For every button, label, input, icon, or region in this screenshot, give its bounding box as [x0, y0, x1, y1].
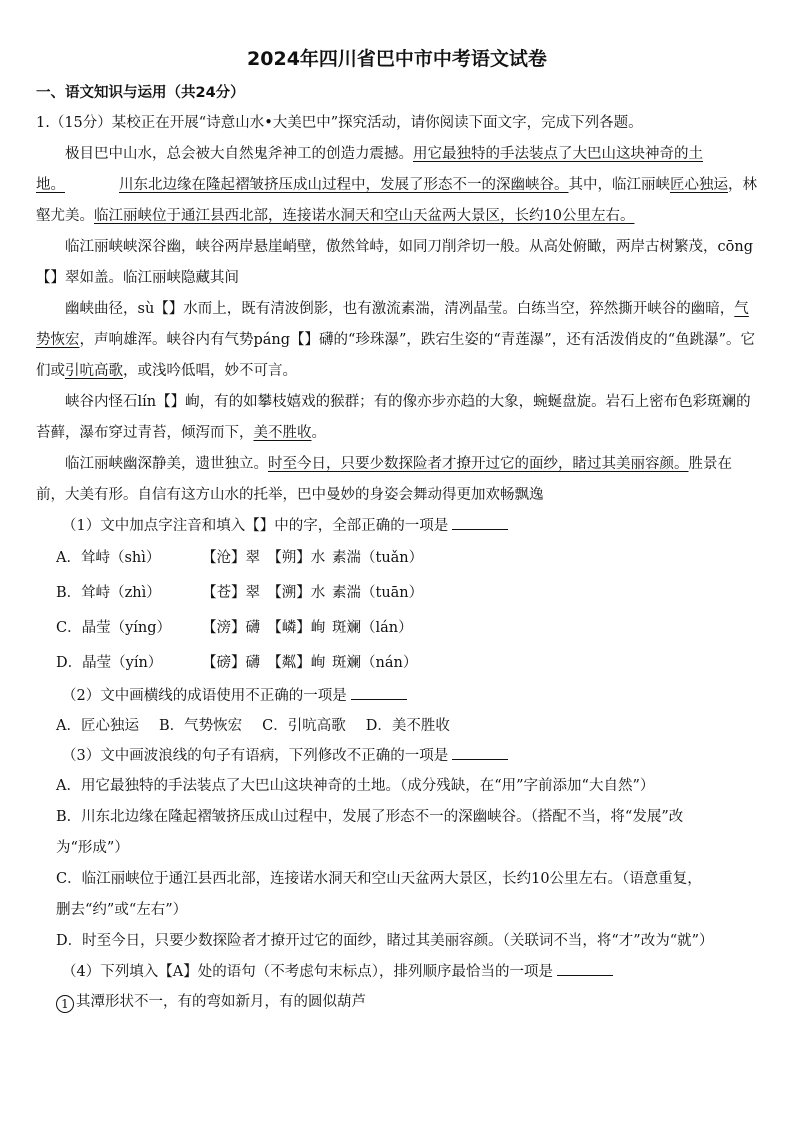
option-d[interactable]: D．美不胜收 [365, 718, 450, 734]
option-b[interactable]: B．气势恢宏 [158, 718, 243, 734]
option-a[interactable]: A．匠心独运 [56, 718, 139, 734]
option-d[interactable]: D．晶莹（yín） 【磅】礴 【粼】峋 斑斓 （nán） [56, 655, 418, 671]
answer-blank[interactable] [452, 745, 508, 760]
option-b[interactable]: B．耸峙（zhì） 【苍】翠 【溯】水 素湍 （tuān） [56, 585, 424, 601]
option-d[interactable]: D．时至今日，只要少数探险者才撩开过它的面纱，睹过其美丽容颜。（关联词不当，将“才”改为“就”） [56, 933, 714, 949]
sub-question-1 [36, 511, 758, 681]
sub-question-1-stem: （1）文中加点字注音和填入【】中的字，全部正确的一项是 [36, 511, 758, 541]
sub-question-4 [36, 957, 758, 1018]
idiom-4: 美不胜收 [253, 425, 312, 441]
passage-paragraph-5: 临江丽峡幽深静美，遗世独立。时至今日，只要少数探险者才撩开过它的面纱，睹过其美丽容颜。胜景在前，大美有形。自信有这方山水的托举，巴中曼妙的身姿会舞动得更加欢畅飘逸 [36, 456, 732, 503]
passage-paragraph-1: 极目巴中山水，总会被大自然鬼斧神工的创造力震撼。用它最独特的手法装点了大巴山这块神奇的土地。 川东北边缘在隆起褶皱挤压成山过程中，发展了形态不一的深幽峡谷。其中，临江丽峡匠心独运，林壑尤美。临江丽峡位于通江县西北部，连接诺水洞天和空山天盆两大景区，长约10公里左右。 [36, 146, 757, 224]
option-a[interactable]: A．用它最独特的手法装点了大巴山这块神奇的土地。（成分残缺，在“用”字前添加“大自然”） [56, 778, 655, 794]
sub-question-3-stem: （3）文中画波浪线的句子有语病，下列修改不正确的一项是 [36, 741, 758, 771]
passage [36, 139, 758, 511]
sub-question-4-stem: （4）下列填入【A】处的语句（不考虑句末标点），排列顺序最恰当的一项是 [36, 957, 758, 987]
circled-number: 1 [56, 995, 74, 1013]
option-a[interactable]: A．耸峙（shì） 【沧】翠 【朔】水 素湍 （tuǎn） [56, 550, 424, 566]
idiom-3: 引吭高歌 [65, 363, 123, 379]
answer-blank[interactable] [557, 961, 613, 976]
passage-paragraph-3: 幽峡曲径，sù【】水而上，既有清波倒影，也有激流素湍，清冽晶莹。白练当空，猝然撕开峡谷的幽暗，气势恢宏，声响雄浑。峡谷内有气势páng【】礴的“珍珠瀑”，跌宕生姿的“青莲瀑”，还有活泼俏皮的“鱼跳瀑”。它们或引吭高歌，或浅吟低唱，妙不可言。 [36, 301, 756, 379]
sub-question-2 [36, 681, 758, 741]
passage-paragraph-4: 峡谷内怪石lín【】峋，有的如攀枝嬉戏的猴群；有的像亦步亦趋的大象，蜿蜒盘旋。岩石上密布色彩斑斓的苔藓，瀑布穿过青苔，倾泻而下，美不胜收。 [36, 394, 751, 441]
sentence-item-1: 1 其潭形状不一，有的弯如新月，有的圆似葫芦 [36, 987, 758, 1018]
sub-question-3 [36, 741, 758, 957]
sub-question-2-options [36, 711, 758, 741]
sub-question-2-stem: （2）文中画横线的成语使用不正确的一项是 [36, 681, 758, 711]
option-c[interactable]: C．引吭高歌 [262, 718, 346, 734]
answer-blank[interactable] [452, 515, 508, 530]
section-heading: 一、语文知识与运用（共24分） [36, 85, 245, 101]
passage-paragraph-2: 临江丽峡峡深谷幽，峡谷两岸悬崖峭壁，傲然耸峙，如同刀削斧切一般。从高处俯瞰，两岸古树繁茂，cōng【】翠如盖。临江丽峡隐藏其间 [36, 239, 753, 286]
option-b[interactable]: B．川东北边缘在隆起褶皱挤压成山过程中，发展了形态不一的深幽峡谷。（搭配不当，将“发展”改 为“形成”） [56, 809, 684, 856]
option-c[interactable]: C．临江丽峡位于通江县西北部，连接诺水洞天和空山天盆两大景区，长约10公里左右。（语意重复， 删去“约”或“左右”） [56, 871, 702, 918]
answer-blank[interactable] [351, 685, 407, 700]
idiom-1: 匠心独运 [670, 177, 728, 193]
exam-title: 2024年四川省巴中市中考语文试卷 [247, 48, 547, 70]
option-c[interactable]: C．晶莹（yíng） 【滂】礴 【嶙】峋 斑斓 （lán） [56, 620, 413, 636]
question-1-stem: 1.（15分）某校正在开展“诗意山水•大美巴中”探究活动，请你阅读下面文字，完成下列各题。 [36, 115, 643, 131]
idiom-2: 气势恢宏 [36, 301, 749, 348]
